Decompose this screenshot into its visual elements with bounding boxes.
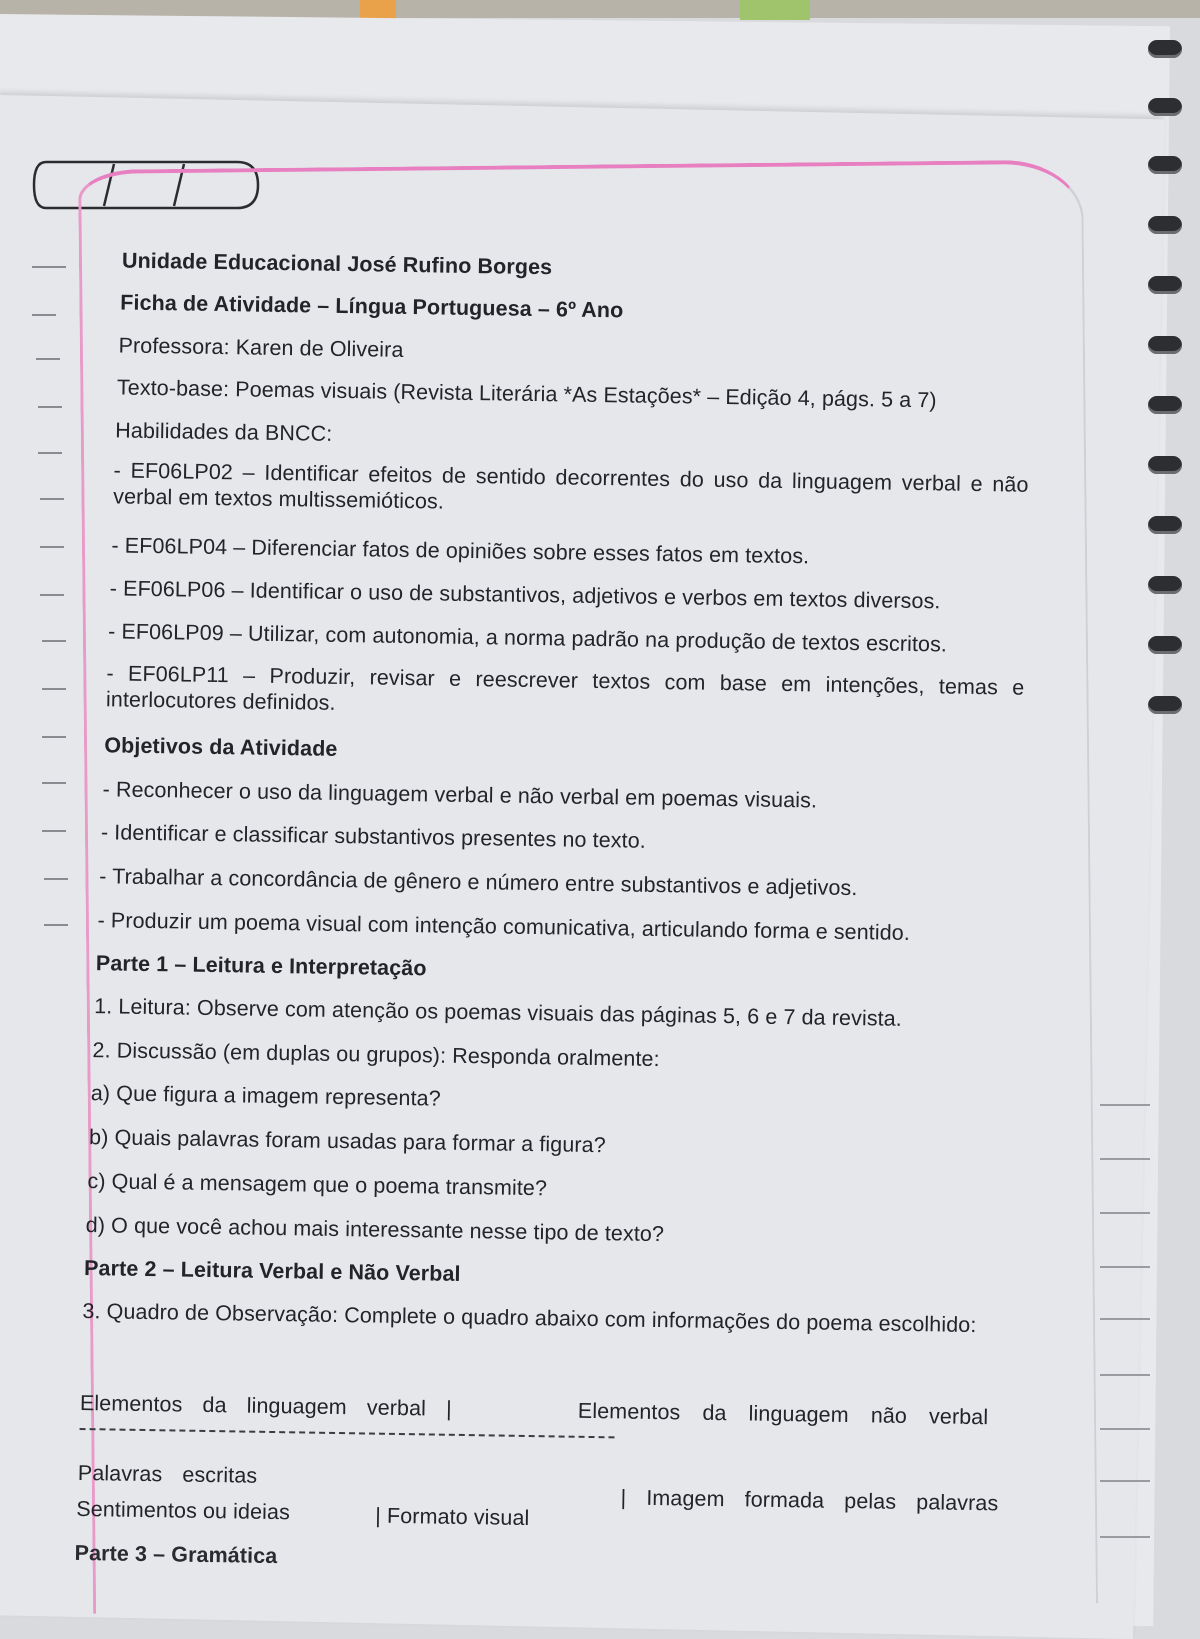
question-1: 1. Leitura: Observe com atenção os poemas visuais das páginas 5, 6 e 7 da revista.: [94, 994, 903, 1031]
question-3: 3. Quadro de Observação: Complete o quadro abaixo com informações do poema escolhido:: [82, 1299, 977, 1338]
objectives-heading: Objetivos da Atividade: [104, 733, 338, 761]
bncc-item: - EF06LP04 – Diferenciar fatos de opiniões sobre esses fatos em textos.: [111, 533, 810, 569]
bncc-heading: Habilidades da BNCC:: [115, 418, 333, 446]
sub-question: c) Qual é a mensagem que o poema transmite?: [87, 1169, 548, 1201]
table-cell: Sentimentos ou ideias: [76, 1496, 291, 1525]
part2-heading: Parte 2 – Leitura Verbal e Não Verbal: [83, 1256, 461, 1286]
school-name: Unidade Educacional José Rufino Borges: [121, 248, 553, 280]
bncc-item: - EF06LP11 – Produzir, revisar e reescrever textos com base em intenções, temas e interlocutores definidos.: [105, 661, 1025, 715]
table-header-nonverbal: Elementos da linguagem não verbal: [577, 1398, 989, 1430]
table-cell: | Imagem formada pelas palavras: [620, 1485, 999, 1516]
bncc-item: - EF06LP09 – Utilizar, com autonomia, a norma padrão na produção de textos escritos.: [107, 619, 948, 657]
part3-heading-cut: Parte 3 – Gramática: [74, 1540, 278, 1569]
objective-item: - Trabalhar a concordância de gênero e número entre substantivos e adjetivos.: [99, 864, 858, 901]
question-2: 2. Discussão (em duplas ou grupos): Responda oralmente:: [92, 1038, 660, 1072]
table-cell: | Formato visual: [375, 1503, 530, 1531]
base-text: Texto-base: Poemas visuais (Revista Literária *As Estações* – Edição 4, págs. 5 a 7): [116, 375, 937, 413]
table-header-verbal: Elementos da linguagem verbal |: [79, 1390, 452, 1421]
sub-question: a) Que figura a imagem representa?: [90, 1081, 441, 1111]
sub-question: b) Quais palavras foram usadas para formar a figura?: [88, 1125, 606, 1158]
part1-heading: Parte 1 – Leitura e Interpretação: [95, 951, 427, 981]
sheet-title: Ficha de Atividade – Língua Portuguesa – 6º Ano: [120, 290, 624, 323]
sub-question: d) O que você achou mais interessante nesse tipo de texto?: [85, 1213, 665, 1247]
objective-item: - Reconhecer o uso da linguagem verbal e não verbal em poemas visuais.: [102, 777, 818, 813]
table-cell: Palavras escritas: [77, 1460, 258, 1488]
bncc-item: - EF06LP06 – Identificar o uso de substantivos, adjetivos e verbos em textos diversos.: [109, 576, 941, 614]
table-divider: [80, 1428, 615, 1438]
objective-item: - Identificar e classificar substantivos presentes no texto.: [100, 820, 647, 853]
bncc-item: - EF06LP02 – Identificar efeitos de sentido decorrentes do uso da linguagem verbal e não verbal em textos multissemióticos.: [113, 458, 1029, 514]
objective-item: - Produzir um poema visual com intenção comunicativa, articulando forma e sentido.: [97, 908, 911, 945]
teacher-name: Professora: Karen de Oliveira: [118, 333, 404, 362]
